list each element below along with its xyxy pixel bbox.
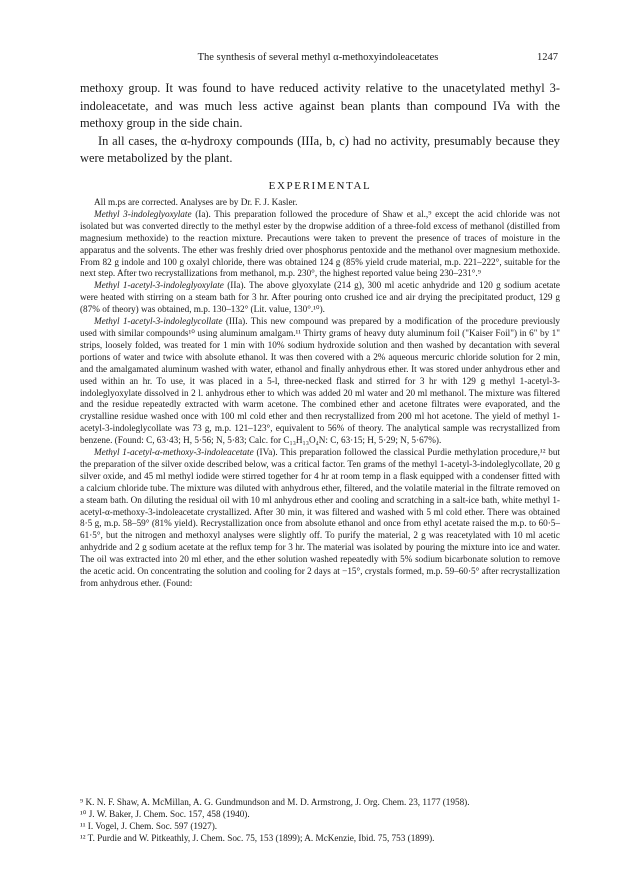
compound-name: Methyl 1-acetyl-3-indoleglyoxylate (94, 280, 224, 291)
intro-paragraph-1: methoxy group. It was found to have reduced activity relative to the unacetylated methyl 3-indoleacetate, and was much less active against bean plants than compound IVa with the methoxy group in the side chain. (80, 81, 560, 130)
experimental-section (80, 197, 560, 590)
footnote: ¹⁰ J. W. Baker, J. Chem. Soc. 157, 458 (1940). (80, 809, 250, 819)
footnotes (80, 796, 560, 844)
footnote: ⁹ K. N. F. Shaw, A. McMillan, A. G. Gundmundson and M. D. Armstrong, J. Org. Chem. 23, 1177 (1958). (80, 797, 470, 807)
procedure-paragraph-2 (80, 280, 560, 316)
compound-name: Methyl 1-acetyl-α-methoxy-3-indoleacetate (94, 447, 254, 458)
footnote: ¹¹ I. Vogel, J. Chem. Soc. 597 (1927). (80, 821, 218, 831)
procedure-text: (IIa). The above glyoxylate (214 g), 300 ml acetic anhydride and 120 g sodium acetate were heated with stirring on a steam bath for 3 hr. After pouring onto crushed ice and air drying the precipitated product, 129 g (87% of theory) was obtained, m.p. 130–132° (Lit. value, 130°.¹⁰). (80, 280, 560, 315)
procedure-paragraph-1 (80, 209, 560, 280)
procedure-text: (IIIa). This new compound was prepared by a modification of the procedure previously used with similar compounds¹⁰ using aluminum amalgam.¹¹ Thirty grams of heavy duty aluminum foil ("Kaiser Foil") in 6" by 1" strips, loosely folded, was treated for 1 min with 10% sodium hydroxide solution and then washed by decantation with several portions of water and twice with absolute ethanol. It was then covered with a 2% aqueous mercuric chloride solution for 2 min, and the amalgamated aluminum washed with water, ethanol and finally anhydrous ether. It was stored under anhydrous ether and used within an hr. To use, it was placed in a 5-l, three-necked flask and stirred for 3 hr with 129 g methyl 1-acetyl-3-indoleglyoxylate dissolved in 2 l. anhydrous ether to which was added 20 ml water and 20 ml methanol. The mixture was filtered and the residue repeatedly extracted with warm acetone. The combined ether and acetone filtrates were evaporated, and the crystalline residue washed once with 100 ml cold ether and then recrystallized from 200 ml hot acetone. The yield of methyl 1-acetyl-3-indoleglycollate was 73 g, m.p. 121–123°, equivalent to 56% of theory. The analytical sample was recrystallized from benzene. (Found: C, 63·43; H, 5·56; N, 5·83; Calc. for C₁₃H₁₃O₄N: C, 63·15; H, 5·29; N, 5·67%). (80, 316, 560, 446)
section-heading: EXPERIMENTAL (268, 180, 372, 192)
experimental-note: All m.ps are corrected. Analyses are by Dr. F. J. Kasler. (94, 197, 298, 207)
procedure-paragraph-3 (80, 316, 560, 447)
procedure-paragraph-4 (80, 447, 560, 590)
running-title: The synthesis of several methyl α-methoxyindoleacetates (197, 52, 439, 63)
footnote: ¹² T. Purdie and W. Pitkeathly, J. Chem. Soc. 75, 153 (1899); A. McKenzie, Ibid. 75, 753 (1899). (80, 833, 435, 843)
compound-name: Methyl 1-acetyl-3-indoleglycollate (94, 316, 223, 327)
running-head (78, 52, 558, 66)
page-number: 1247 (537, 52, 558, 63)
intro-paragraph-2: In all cases, the α-hydroxy compounds (IIIa, b, c) had no activity, presumably because they were metabolized by the plant. (80, 133, 560, 165)
compound-name: Methyl 3-indoleglyoxylate (94, 208, 192, 219)
intro-section (80, 80, 560, 168)
procedure-text: (Ia). This preparation followed the procedure of Shaw et al.,⁹ except the acid chloride was not isolated but was converted directly to the methyl ester by the dropwise addition of a three-fold excess of methanol (distilled from magnesium methoxide) to the reaction mixture. Precautions were taken to prevent the presence of traces of moisture in the apparatus and the solvents. The ether was freshly dried over phosphorus pentoxide and the methanol over magnesium methoxide. From 82 g indole and 100 g oxalyl chloride, there was obtained 124 g (85% yield crude material, m.p. 221–222°, suitable for the next step. After two recrystallizations from methanol, m.p. 230°, the highest reported value being 230–231°.⁹ (80, 208, 560, 279)
procedure-text: (IVa). This preparation followed the classical Purdie methylation procedure,¹² but the preparation of the silver oxide described below, was a critical factor. Ten grams of the methyl 1-acetyl-3-indoleglycollate, 20 g silver oxide, and 45 ml methyl iodide were stirred together for 4 hr at room temp in a flask equipped with a condenser fitted with a calcium chloride tube. The mixture was diluted with anhydrous ether, filtered, and the volatile material in the filtrate removed on a steam bath. On diluting the residual oil with 10 ml anhydrous ether and cooling and scratching in a salt-ice bath, white methyl 1-acetyl-α-methoxy-3-indoleacetate crystallized. After 30 min, it was filtered and washed with 5 ml cold ether. There was obtained 8·5 g, m.p. 58–59° (81% yield). Recrystallization once from absolute ethanol and once from ethyl acetate raised the m.p. to 60·5–61·5°, but the nitrogen and methoxyl analyses were slightly off. To purify the material, 2 g was reacetylated with 10 ml acetic anhydride and 2 g sodium acetate at the reflux temp for 3 hr. The material was isolated by pouring the mixture into ice and water. The oil was extracted into 20 ml ether, and the ether solution washed repeatedly with 5% sodium bicarbonate solution to remove the acetic acid. On concentrating the solution and cooling for 2 days at −15°, crystals formed, m.p. 59–60·5° after recrystallization from anhydrous ether. (Found: (80, 447, 560, 588)
